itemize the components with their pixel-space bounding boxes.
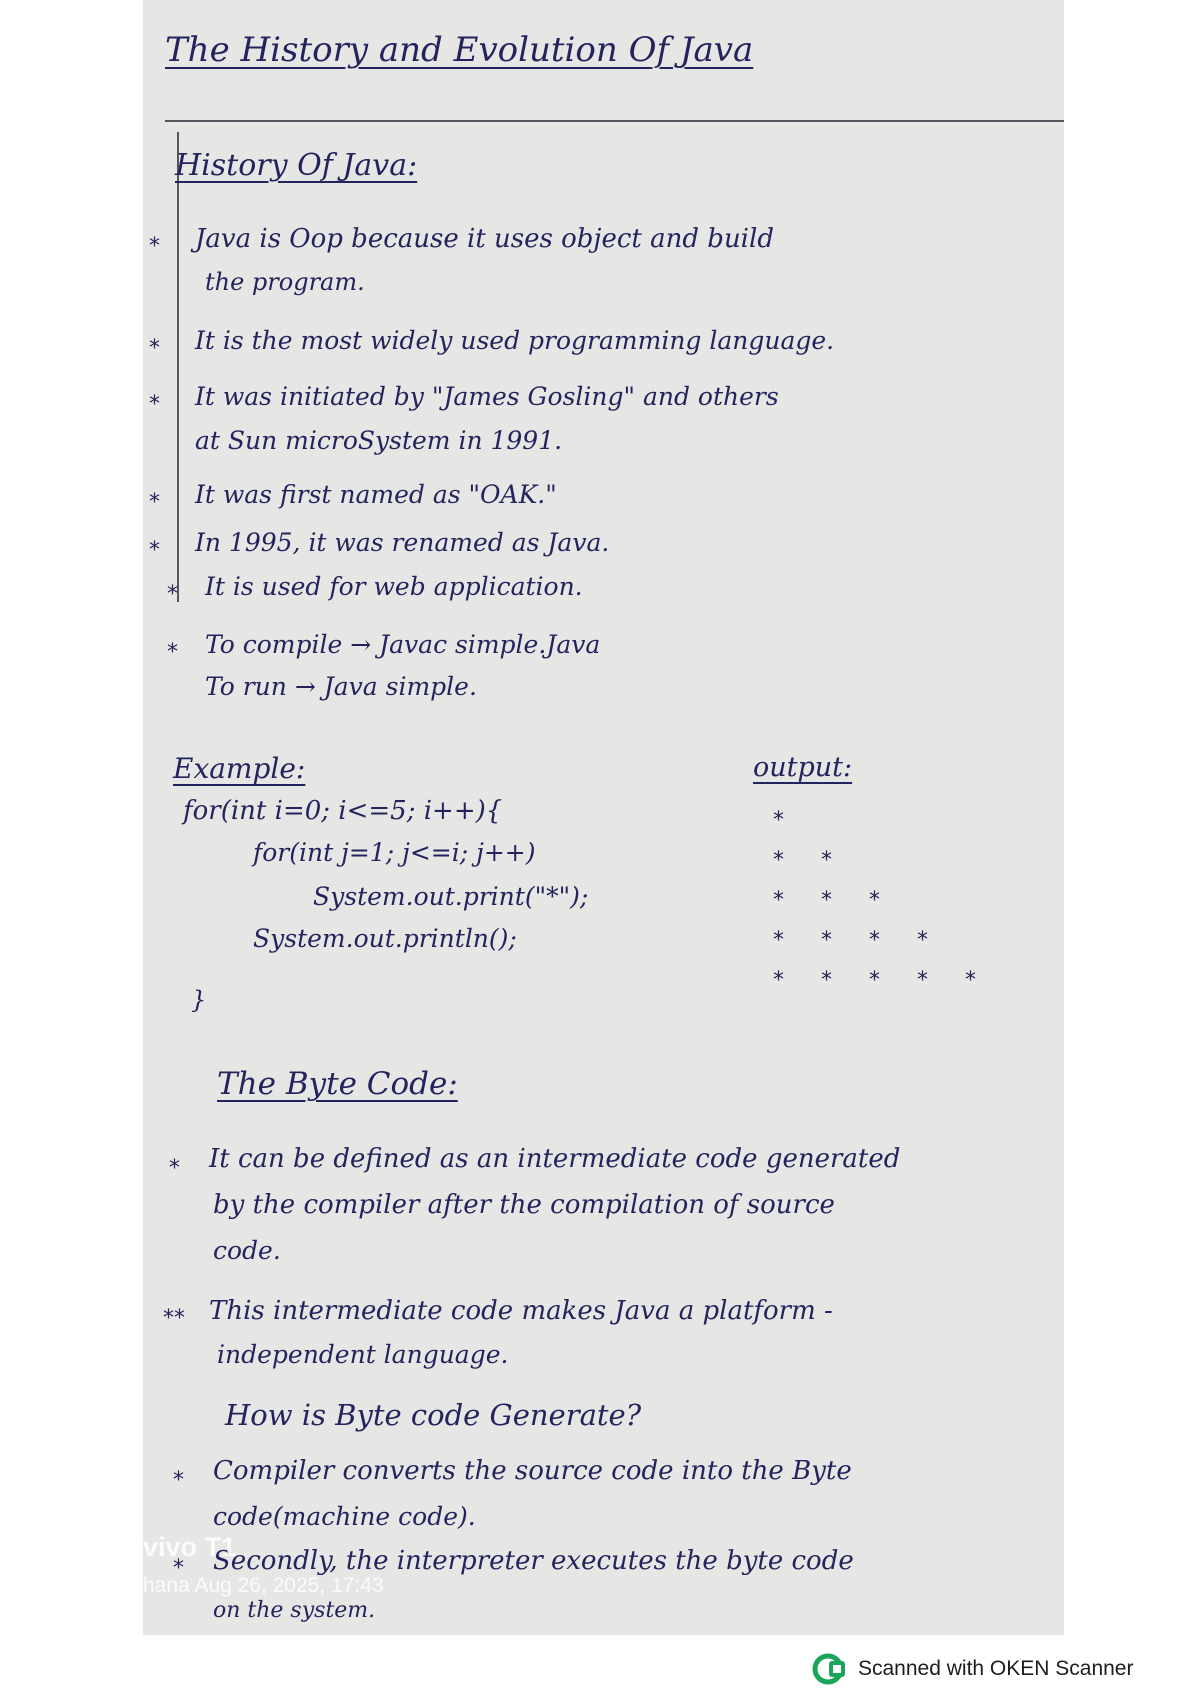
- history-point-6: It is used for web application.: [205, 572, 583, 601]
- notebook-page: [143, 0, 1064, 1635]
- output-star: *: [821, 848, 832, 873]
- output-star: *: [773, 848, 784, 873]
- page-title: The History and Evolution Of Java: [165, 30, 754, 70]
- output-star: *: [965, 968, 976, 993]
- output-heading: output:: [753, 752, 853, 783]
- output-star: *: [869, 888, 880, 913]
- bytecode-question: How is Byte code Generate?: [225, 1398, 642, 1432]
- output-star: *: [869, 928, 880, 953]
- output-star: *: [821, 928, 832, 953]
- bullet: *: [149, 538, 160, 563]
- code-line-5: }: [191, 986, 207, 1014]
- history-point-1-cont: the program.: [205, 268, 365, 296]
- example-heading: Example:: [173, 752, 306, 785]
- bytecode-p2-line2: independent language.: [217, 1340, 509, 1369]
- bullet: *: [149, 234, 160, 259]
- history-heading: History Of Java:: [175, 148, 418, 183]
- bytecode-p4-line1: Secondly, the interpreter executes the byte code: [213, 1546, 854, 1576]
- code-line-2: for(int j=1; j<=i; j++): [253, 838, 536, 867]
- top-rule: [165, 120, 1064, 122]
- bytecode-p1-line3: code.: [213, 1236, 281, 1265]
- run-line: To run → Java simple.: [205, 672, 477, 701]
- bullet: **: [163, 1306, 185, 1331]
- output-star: *: [821, 888, 832, 913]
- output-star: *: [917, 968, 928, 993]
- code-line-1: for(int i=0; i<=5; i++){: [183, 796, 503, 826]
- bullet: *: [149, 490, 160, 515]
- bullet: *: [149, 336, 160, 361]
- compile-line: To compile → Javac simple.Java: [205, 630, 601, 659]
- output-star: *: [773, 968, 784, 993]
- bullet: *: [173, 1556, 184, 1581]
- bytecode-p4-line2: on the system.: [213, 1598, 376, 1623]
- bytecode-p1-line2: by the compiler after the compilation of source: [213, 1190, 835, 1220]
- history-point-4: It was first named as "OAK.": [195, 480, 557, 509]
- history-point-2: It is the most widely used programming language.: [195, 326, 835, 355]
- output-star: *: [917, 928, 928, 953]
- bullet: *: [169, 1156, 180, 1181]
- output-star: *: [821, 968, 832, 993]
- bullet: *: [173, 1468, 184, 1493]
- output-star: *: [773, 888, 784, 913]
- code-line-3: System.out.print("*");: [313, 882, 589, 911]
- scanner-footer-text: Scanned with OKEN Scanner: [858, 1657, 1134, 1680]
- output-star: *: [869, 968, 880, 993]
- bytecode-p3-line1: Compiler converts the source code into the Byte: [213, 1456, 852, 1486]
- bytecode-p1-line1: It can be defined as an intermediate code generated: [209, 1144, 901, 1174]
- bullet: *: [167, 640, 178, 665]
- history-point-1: Java is Oop because it uses object and build: [195, 224, 774, 254]
- output-pattern: [773, 808, 1053, 1018]
- bytecode-p2-line1: This intermediate code makes Java a platform -: [209, 1296, 833, 1326]
- history-point-3: It was initiated by "James Gosling" and others: [195, 382, 779, 411]
- output-star: *: [773, 928, 784, 953]
- history-point-3-cont: at Sun microSystem in 1991.: [195, 426, 563, 455]
- camera-watermark-device: vivo T1: [143, 1532, 237, 1562]
- code-line-4: System.out.println();: [253, 924, 517, 953]
- bullet: *: [149, 392, 160, 417]
- oken-scanner-logo-icon: [812, 1651, 848, 1687]
- bytecode-heading: The Byte Code:: [217, 1066, 458, 1102]
- scanner-footer: [812, 1649, 1133, 1689]
- camera-watermark-date: hana Aug 26, 2025, 17:43: [143, 1574, 384, 1597]
- bullet: *: [167, 582, 178, 607]
- output-star: *: [773, 808, 784, 833]
- history-point-5: In 1995, it was renamed as Java.: [195, 528, 610, 557]
- margin-rule: [177, 132, 179, 602]
- bytecode-p3-line2: code(machine code).: [213, 1502, 476, 1531]
